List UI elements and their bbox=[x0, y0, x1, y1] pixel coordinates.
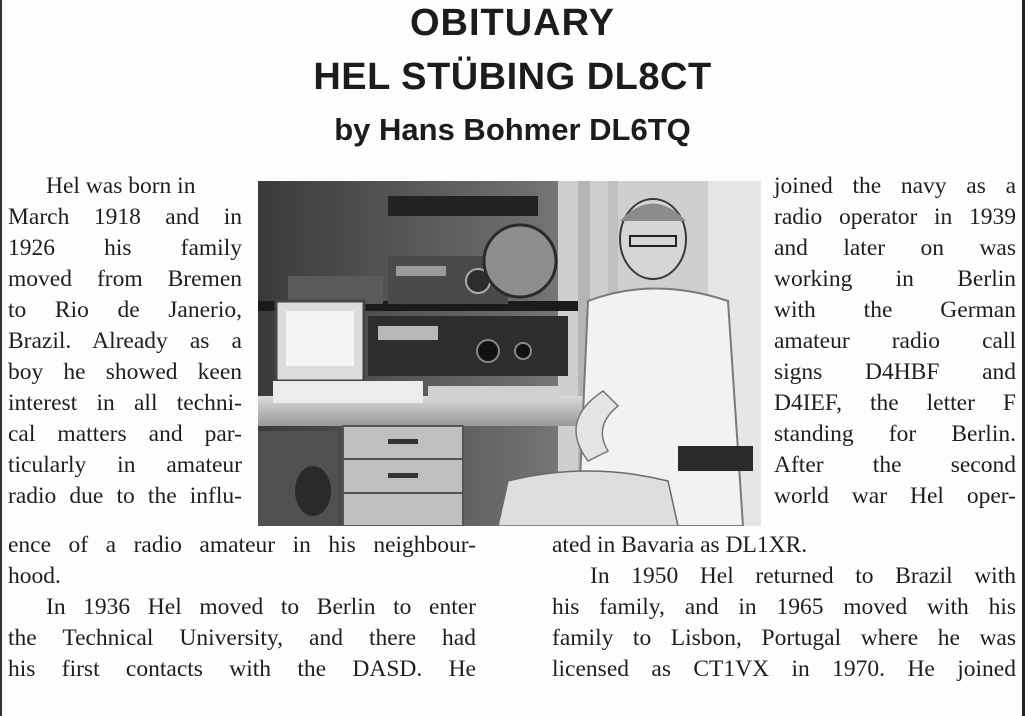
paragraph-line: signs D4HBF and bbox=[774, 359, 1016, 385]
paragraph-line: family to Lisbon, Portugal where he was bbox=[552, 625, 1016, 651]
paragraph-line: world war Hel oper- bbox=[774, 483, 1016, 509]
paragraph-line: amateur radio call bbox=[774, 328, 1016, 354]
radio-station-photo-illustration bbox=[258, 181, 761, 526]
paragraph-line: joined the navy as a bbox=[774, 173, 1016, 199]
paragraph-line: radio due to the influ- bbox=[8, 483, 242, 509]
byline: by Hans Bohmer DL6TQ bbox=[334, 112, 691, 147]
paragraph-line: ence of a radio amateur in his neighbour- bbox=[8, 532, 476, 558]
paragraph-line: ated in Bavaria as DL1XR. bbox=[552, 532, 808, 558]
paragraph-line: the Technical University, and there had bbox=[8, 625, 476, 651]
page-title: OBITUARY bbox=[409, 2, 616, 44]
paragraph-line: his first contacts with the DASD. He bbox=[8, 656, 476, 682]
paragraph-line: cal matters and par- bbox=[8, 421, 242, 447]
paragraph-line: moved from Bremen bbox=[8, 266, 242, 292]
paragraph-line: radio operator in 1939 bbox=[774, 204, 1016, 230]
paragraph-line: In 1936 Hel moved to Berlin to enter bbox=[46, 594, 476, 620]
portrait-photo bbox=[258, 181, 761, 526]
paragraph-line: hood. bbox=[8, 563, 61, 589]
paragraph-line: and later on was bbox=[774, 235, 1016, 261]
paragraph-line: standing for Berlin. bbox=[774, 421, 1016, 447]
paragraph-line: to Rio de Janerio, bbox=[8, 297, 242, 323]
paragraph-line: working in Berlin bbox=[774, 266, 1016, 292]
paragraph-line: interest in all techni- bbox=[8, 390, 242, 416]
page-border-left bbox=[0, 0, 2, 716]
paragraph-line: ticularly in amateur bbox=[8, 452, 242, 478]
paragraph-line: After the second bbox=[774, 452, 1016, 478]
paragraph-line: Brazil. Already as a bbox=[8, 328, 242, 354]
paragraph-line: licensed as CT1VX in 1970. He joined bbox=[552, 656, 1016, 682]
subject-heading: HEL STÜBING DL8CT bbox=[313, 56, 712, 98]
paragraph-line: In 1950 Hel returned to Brazil with bbox=[590, 563, 1016, 589]
paragraph-line: 1926 his family bbox=[8, 235, 242, 261]
paragraph-line: his family, and in 1965 moved with his bbox=[552, 594, 1016, 620]
paragraph-line: with the German bbox=[774, 297, 1016, 323]
paragraph-line: D4IEF, the letter F bbox=[774, 390, 1016, 416]
paragraph-line: March 1918 and in bbox=[8, 204, 242, 230]
paragraph-line: Hel was born in bbox=[46, 173, 196, 199]
paragraph-line: boy he showed keen bbox=[8, 359, 242, 385]
